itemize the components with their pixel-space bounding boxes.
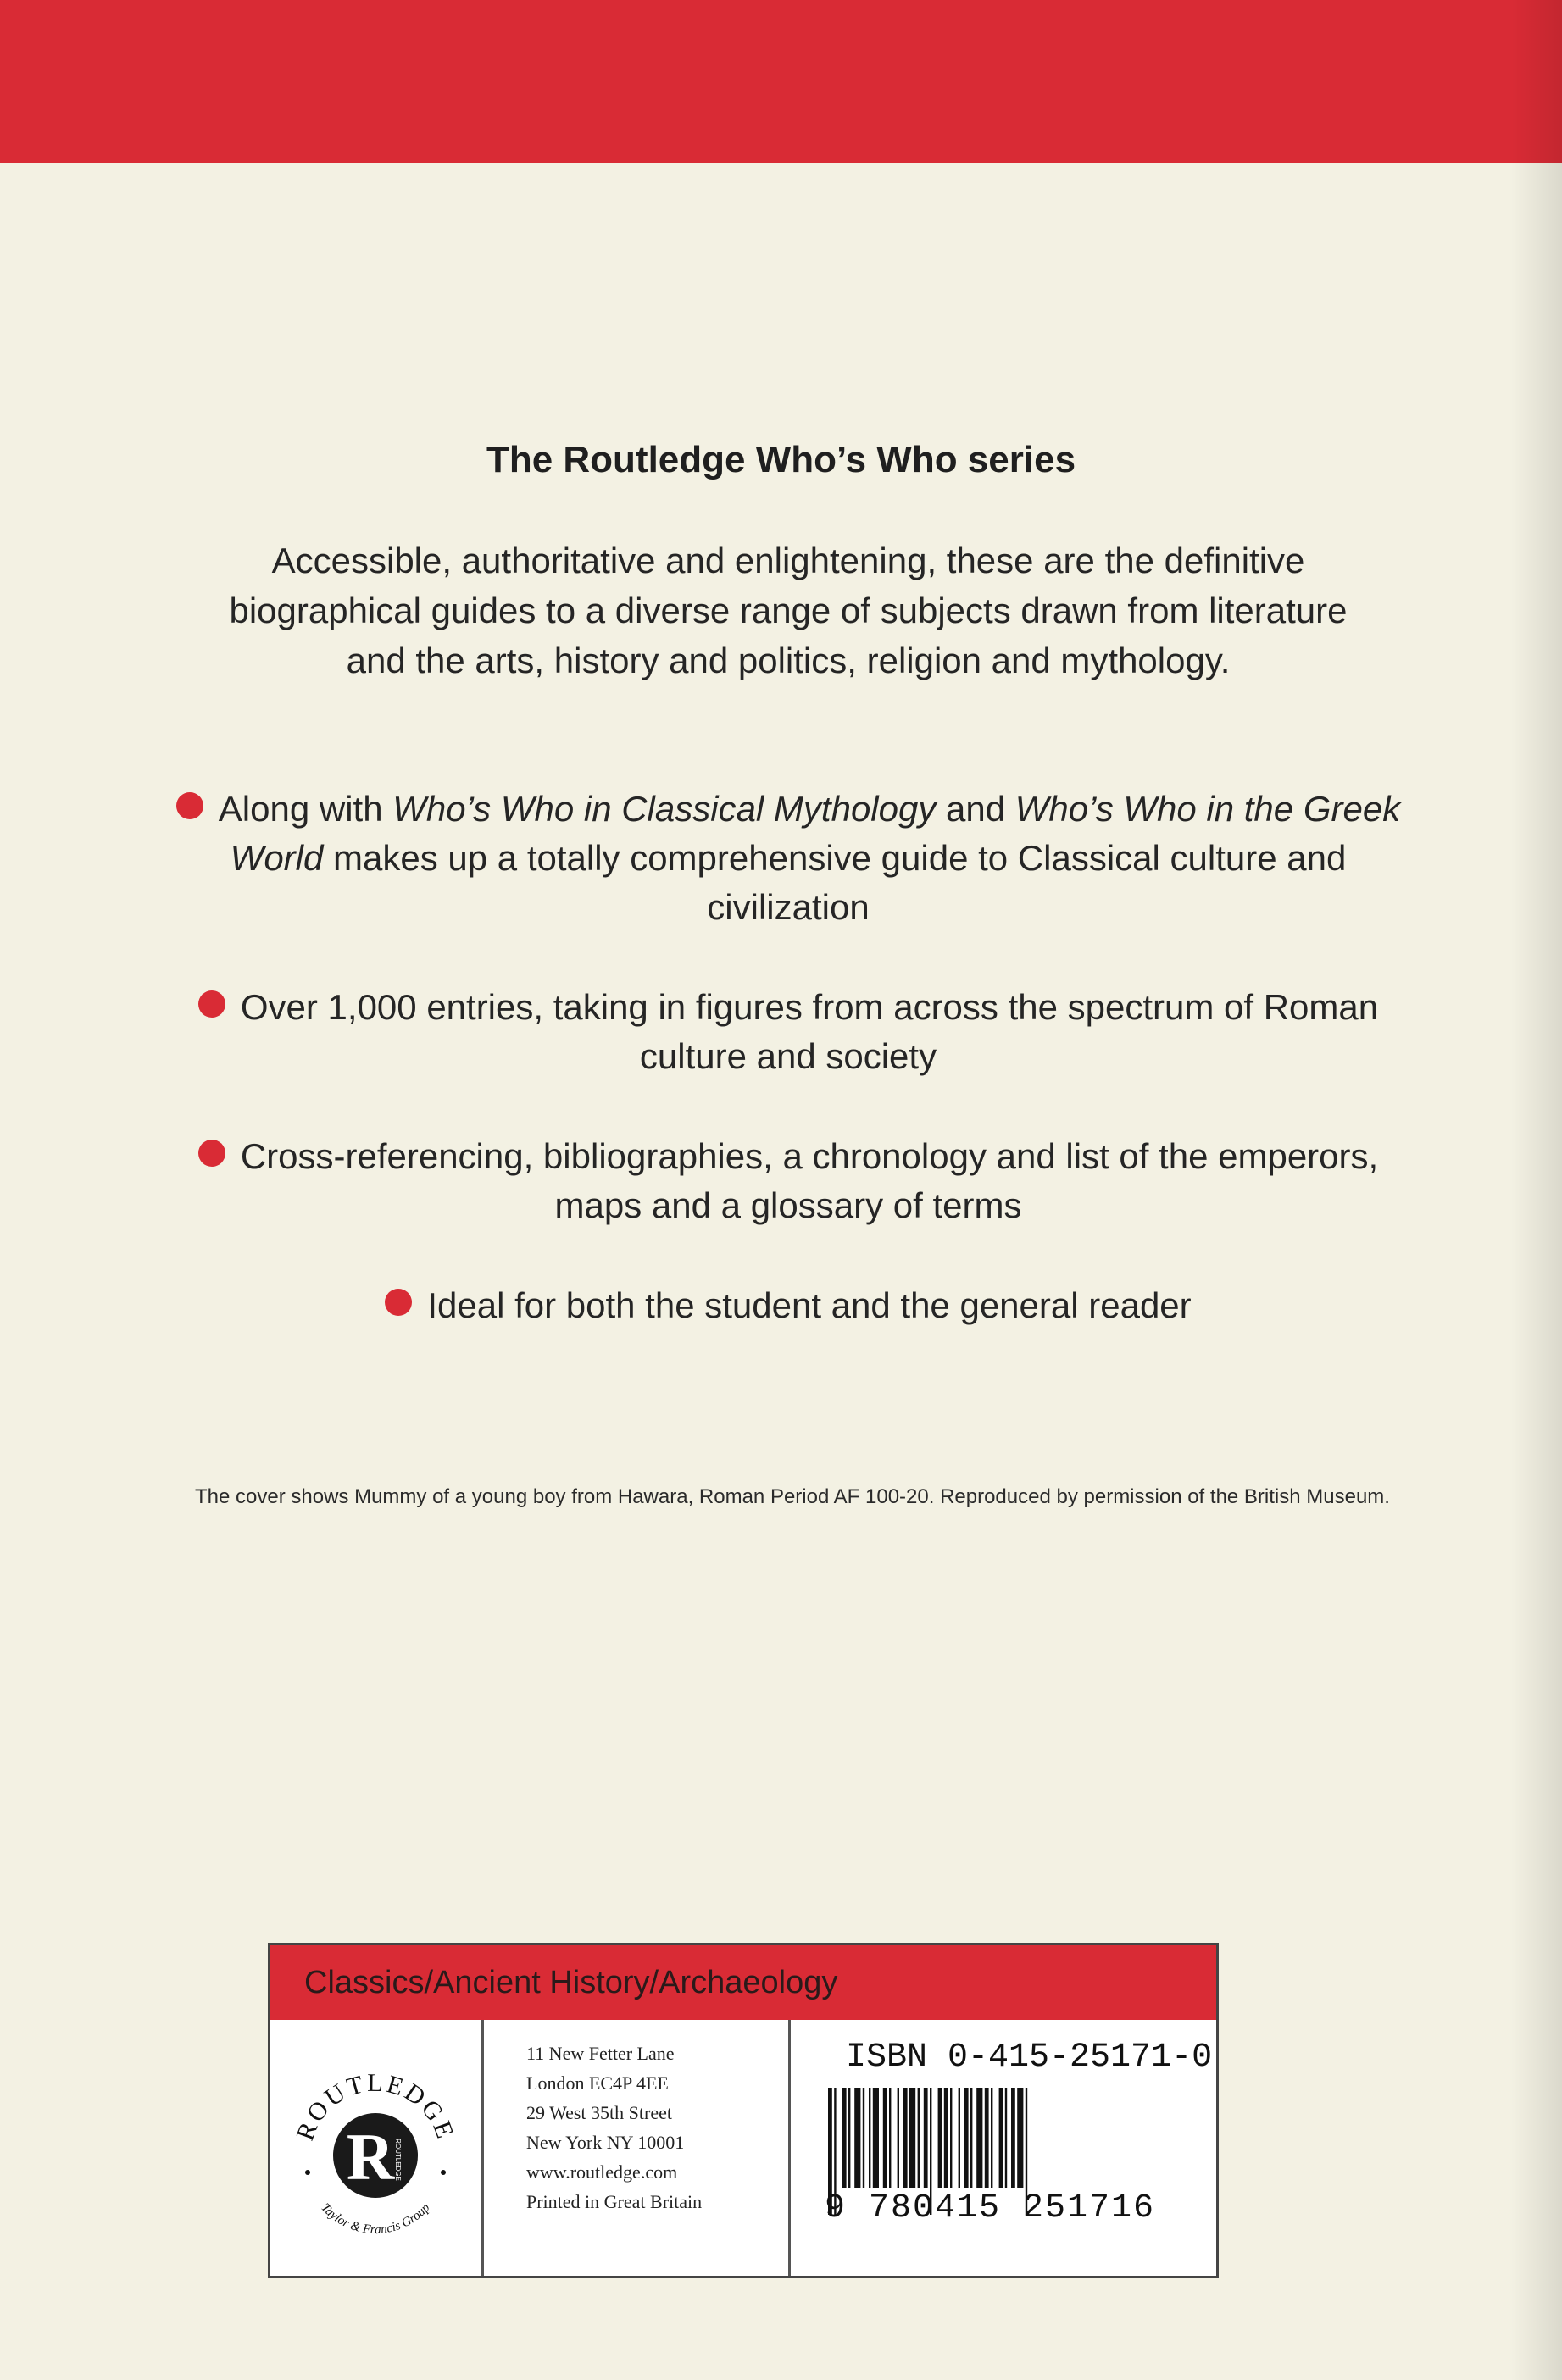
feature-text: Ideal for both the student and the general reader [427, 1285, 1192, 1325]
red-bullet-icon [198, 1140, 225, 1167]
feature-text-post: makes up a totally comprehensive guide to Classical culture and civilization [323, 838, 1347, 927]
routledge-logo-icon [270, 2020, 479, 2274]
feature-item-references [170, 1132, 1407, 1230]
logo-inner-text: ROUTLEDGE [394, 2139, 402, 2181]
feature-text: Cross-referencing, bibliographies, a chronology and list of the emperors, maps and a glossary of terms [240, 1136, 1379, 1225]
series-intro: Accessible, authoritative and enlightening, these are the definitive biographical guides to a diverse range of subjects drawn from literature and the arts, history and politics, religion and mythology. [229, 541, 1348, 680]
address-line: 29 West 35th Street [526, 2102, 672, 2123]
subject-category: Classics/Ancient History/Archaeology [304, 1965, 838, 2000]
page-edge-shadow [1511, 0, 1562, 2380]
logo-letter: R [346, 2120, 395, 2194]
category-bar [270, 1945, 1216, 2020]
book-title-greek-world: Who’s Who in the Greek World [230, 789, 1401, 878]
cover-credit: The cover shows Mummy of a young boy from Hawara, Roman Period AF 100-20. Reproduced by permission of the British Museum. [195, 1485, 1390, 1508]
feature-text: Over 1,000 entries, taking in figures from across the spectrum of Roman culture and society [240, 987, 1379, 1076]
svg-text:Taylor & Francis Group [318, 2200, 432, 2237]
logo-arc-top: ROUTLEDGE [291, 2068, 460, 2144]
red-bullet-icon [198, 990, 225, 1018]
print-origin: Printed in Great Britain [526, 2191, 703, 2212]
feature-item-companions [170, 785, 1407, 932]
address-line: New York NY 10001 [526, 2132, 685, 2153]
series-title: The Routledge Who’s Who series [486, 439, 1076, 480]
red-bullet-icon [385, 1289, 412, 1316]
red-bullet-icon [176, 792, 203, 819]
feature-list [170, 785, 1407, 1381]
feature-item-entries [170, 983, 1407, 1081]
isbn-cell [791, 2020, 1216, 2276]
logo-arc-bottom: Taylor & Francis Group [318, 2200, 433, 2238]
barcode-digits: 9 780415 251716 [825, 2189, 1156, 2227]
publisher-logo-cell [270, 2020, 484, 2276]
address-line: London EC4P 4EE [526, 2072, 669, 2094]
address-line: 11 New Fetter Lane [526, 2043, 675, 2064]
feature-text-pre: Along with [218, 789, 393, 829]
feature-item-audience [170, 1281, 1407, 1330]
publisher-address-cell [484, 2020, 791, 2276]
publisher-info-box [268, 1943, 1219, 2278]
book-title-mythology: Who’s Who in Classical Mythology [392, 789, 937, 829]
publisher-website: www.routledge.com [526, 2161, 678, 2183]
isbn-number: ISBN 0-415-25171-0 [846, 2039, 1213, 2077]
top-red-band [0, 0, 1562, 163]
feature-text-mid: and [936, 789, 1015, 829]
